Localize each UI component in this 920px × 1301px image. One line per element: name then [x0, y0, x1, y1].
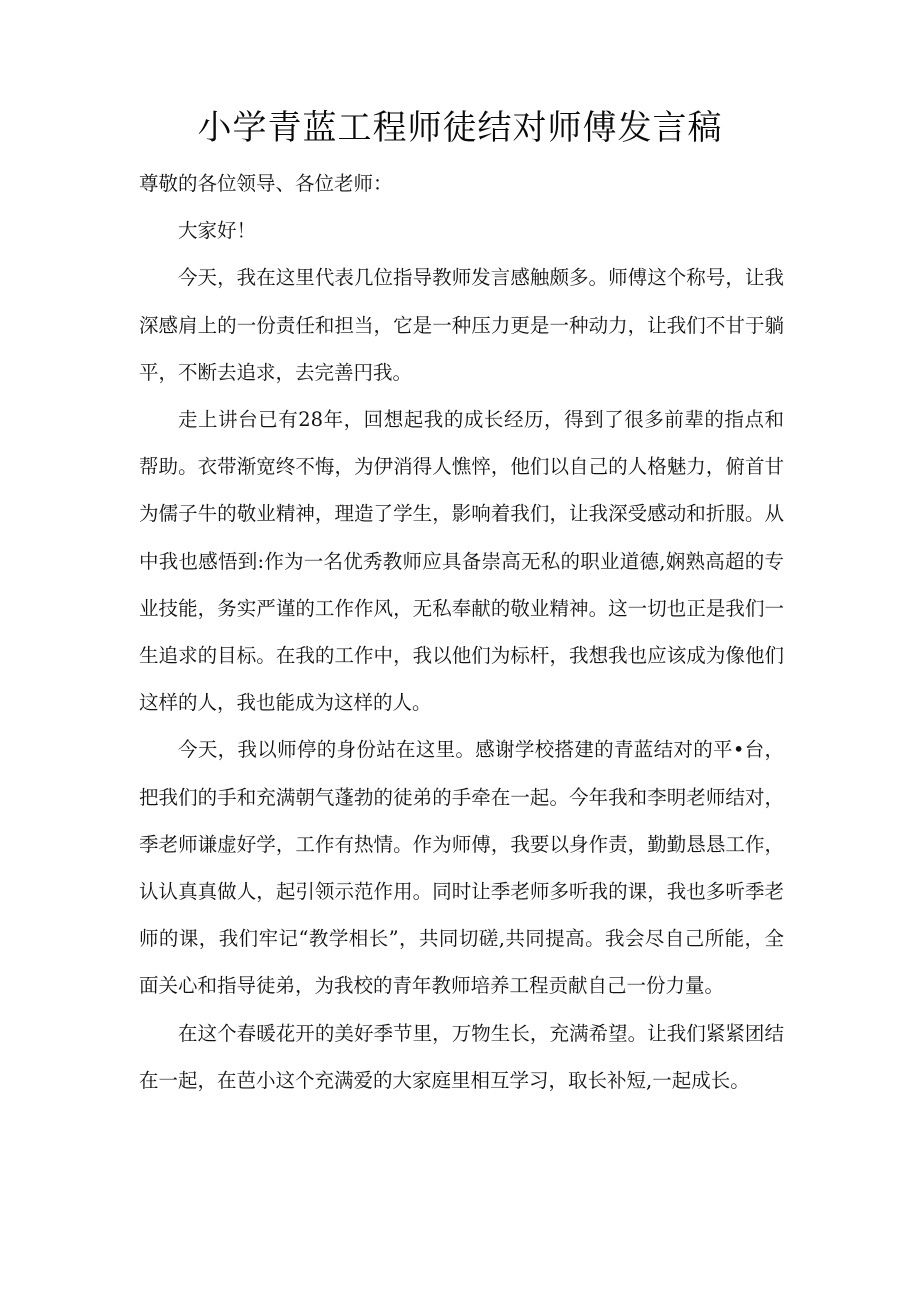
- paragraph-mentorship: 今天，我以师停的身份站在这里。感谢学校搭建的青蓝结对的平•台，把我们的手和充满朝气蓬勃的徒弟的手牵在一起。今年我和李明老师结对，季老师谦虚好学，工作有热情。作为师傅，我要以身作责，勤勤恳恳工作，认认真真做人，起引领示范作用。同时让季老师多听我的课，我也多听季老师的课，我们牢记“教学相长”，共同切磋,共同提高。我会尽自己所能，全面关心和指导徒弟，为我校的青年教师培养工程贡献自己一份力量。: [139, 738, 784, 998]
- paragraph-intro: 今天，我在这里代表几位指导教师发言感触颇多。师傅这个称号，让我深感肩上的一份责任和担当，它是一种压力更是一种动力，让我们不甘于躺平，不断去追求，去完善円我。: [139, 266, 784, 384]
- document-body: [139, 160, 784, 1104]
- paragraph-experience: 走上讲台已有28年，回想起我的成长经历，得到了很多前辈的指点和帮助。衣带渐宽终不悔，为伊消得人憔悴，他们以自己的人格魅力，俯首甘为儒子牛的敬业精神，理造了学生，影响着我们，让我深受感动和折服。从中我也感悟到:作为一名优秀教师应具备崇高无私的职业道德,娴熟高超的专业技能，务实严谨的工作作风，无私奉献的敬业精神。这一切也正是我们一生追求的目标。在我的工作中，我以他们为标杆，我想我也应该成为像他们这样的人，我也能成为这样的人。: [139, 408, 784, 715]
- paragraph-greeting: 大家好！: [178, 219, 257, 243]
- paragraph-closing: 在这个春暖花开的美好季节里，万物生长，充满希望。让我们紧紧团结在一起，在芭小这个充满爱的大家庭里相互学习，取长补短,一起成长。: [139, 1021, 784, 1092]
- document-title: 小学青蓝工程师徒结对师傅发言稿: [197, 108, 723, 148]
- salutation: 尊敬的各位领导、各位老师：: [139, 172, 393, 195]
